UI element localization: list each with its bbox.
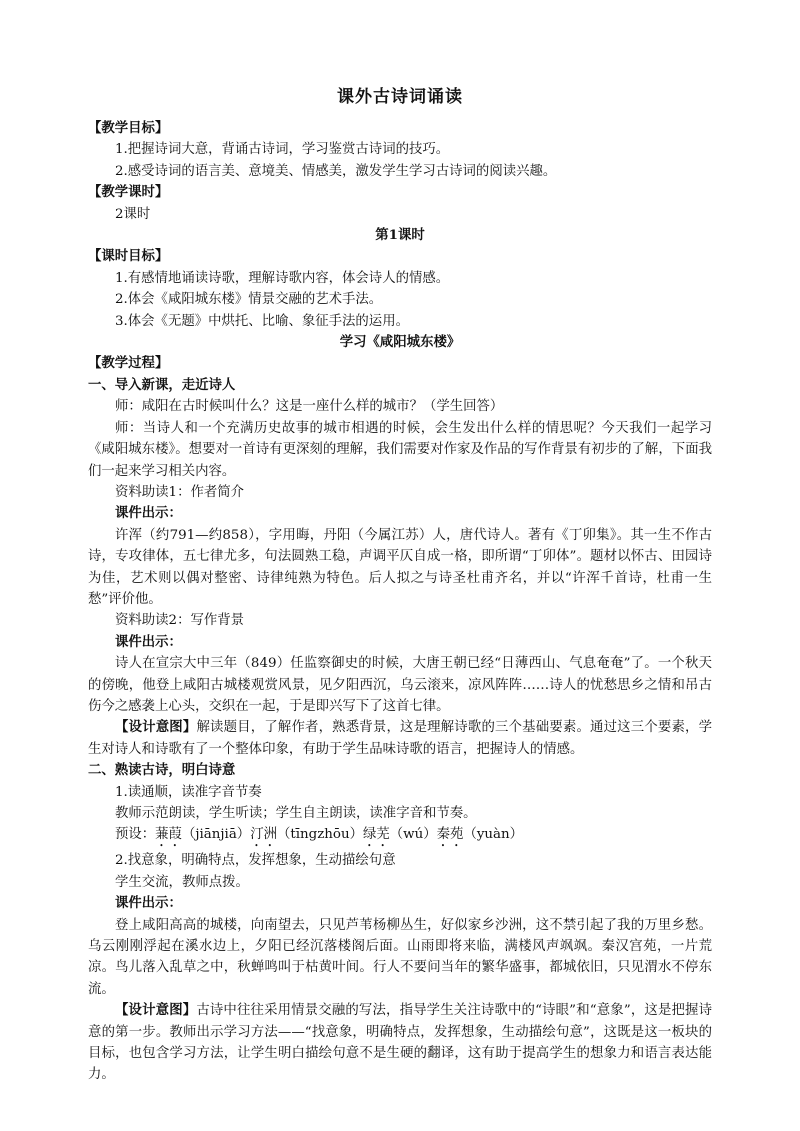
step-desc: 教师示范朗读，学生听读；学生自主朗读，读准字音和节奏。 — [115, 806, 477, 821]
study-title: 学习《咸阳城东楼》 — [339, 334, 461, 351]
part1-heading: 一、导入新课，走近诗人 — [88, 376, 236, 393]
pron-pinyin: （jiānjiā） — [181, 827, 251, 843]
poem-translation: 登上咸阳高高的城楼，向南望去，只见芦苇杨柳丛生，好似家乡沙洲，这不禁引起了我的万里乡愁。乌云刚刚浮起在溪水边上，夕阳已经沉落楼阁后面。山雨即将来临，满楼风声飒飒。秦汉宫苑，一片荒凉。鸟儿落入乱草之中，秋蝉鸣叫于枯黄叶间。行人不要问当年的繁华盛事，都城依旧，只见渭水不停东流。 — [88, 917, 712, 997]
pron-item — [363, 827, 437, 842]
goal-item: 1.把握诗词大意，背诵古诗词，学习鉴赏古诗词的技巧。 — [115, 142, 450, 158]
goals-heading: 【教学目标】 — [88, 120, 169, 136]
pron-pinyin: （tīngzhōu） — [276, 827, 363, 843]
step-title: 2.找意象，明确特点，发挥想象，生动描绘句意 — [115, 853, 396, 869]
teacher-intro: 师：当诗人和一个充满历史故事的城市相遇的时候，会生发出什么样的情思呢？今天我们一起学习《咸阳城东楼》。想要对一首诗有更深刻的理解，我们需要对作家及作品的写作背景有初步的了解，下面我们一起来学习相关内容。 — [88, 420, 712, 479]
lesson-goal-item: 1.有感情地诵读诗歌，理解诗歌内容，体会诗人的情感。 — [115, 270, 450, 286]
lesson-title: 第1课时 — [375, 227, 425, 244]
design-intent — [88, 1000, 712, 1086]
part2-heading: 二、熟读古诗，明白诗意 — [88, 762, 236, 779]
preview-label: 预设： — [115, 827, 156, 843]
author-intro: 许浑（约791—约858），字用晦，丹阳（今属江苏）人，唐代诗人。著有《丁卯集》。其一生不作古诗，专攻律体，五七律尤多，句法圆熟工稳，声调平仄自成一格，即所谓“丁卯体”。题材以怀古、田园诗为佳，艺术则以偶对整密、诗律纯熟为特色。后人拟之与诗圣杜甫齐名，并以“许浑千首诗，杜甫一生愁”评价他。 — [88, 527, 712, 607]
step-title: 1.读通顺，读准字音节奏 — [115, 784, 262, 800]
pron-word: 蒹葭 — [155, 827, 182, 843]
design-label: 【设计意图】 — [115, 719, 197, 736]
pron-item — [250, 827, 363, 842]
lesson-goals-heading: 【课时目标】 — [88, 248, 169, 265]
pron-word: 秦苑 — [436, 827, 464, 843]
step-desc: 学生交流，教师点拨。 — [115, 874, 249, 890]
courseware-label: 课件出示： — [115, 633, 182, 650]
process-heading: 【教学过程】 — [88, 355, 169, 372]
design-text: 古诗中往往采用情景交融的写法，指导学生关注诗歌中的“诗眼”和“意象”，这是把握诗意的第一步。教师出示学习方法——“找意象，明确特点，发挥想象，生动描绘句意”，这既是这一板块的目标，也包含学习方法，让学生明白描绘句意不是生硬的翻译，这有助于提高学生的想象力和语言表达能力。 — [88, 1003, 712, 1083]
courseware-label: 课件出示： — [115, 895, 182, 912]
courseware-label: 课件出示： — [115, 505, 182, 522]
pron-item — [437, 827, 523, 842]
hours-text: 2课时 — [115, 206, 151, 222]
document-page — [88, 84, 712, 1086]
goal-item: 2.感受诗词的语言美、意境美、情感美，激发学生学习古诗词的阅读兴趣。 — [115, 163, 557, 179]
design-text: 解读题目，了解作者，熟悉背景，这是理解诗歌的三个基础要素。通过这三个要素，学生对诗人和诗歌有了一个整体印象，有助于学生品味诗歌的语言，把握诗人的情感。 — [88, 720, 713, 757]
pron-word: 汀洲 — [250, 827, 277, 843]
lesson-goal-item: 3.体会《无题》中烘托、比喻、象征手法的运用。 — [115, 313, 409, 329]
resource-label: 资料助读2：写作背景 — [115, 613, 245, 629]
teacher-question: 师：咸阳在古时候叫什么？这是一座什么样的城市？（学生回答） — [115, 399, 504, 415]
design-label: 【设计意图】 — [115, 1002, 197, 1019]
lesson-goal-item: 2.体会《咸阳城东楼》情景交融的艺术手法。 — [115, 292, 383, 308]
writing-background: 诗人在宣宗大中三年（849）任监察御史的时候，大唐王朝已经“日薄西山、气息奄奄”了。一个秋天的傍晚，他登上咸阳古城楼观赏风景，见夕阳西沉，乌云滚来，凉风阵阵……诗人的忧愁思乡之情和吊古伤今之感袭上心头，交织在一起，于是即兴写下了这首七律。 — [88, 656, 712, 714]
hours-heading: 【教学课时】 — [88, 184, 169, 201]
pron-item — [155, 827, 250, 842]
page-title: 课外古诗词诵读 — [337, 87, 463, 107]
pron-word: 绿芜 — [363, 827, 390, 843]
pronunciation-row — [88, 824, 712, 850]
resource-label: 资料助读1：作者简介 — [115, 484, 245, 500]
design-intent — [88, 717, 712, 760]
pron-pinyin: （yuàn） — [463, 827, 524, 843]
pron-pinyin: （wú） — [389, 827, 437, 843]
